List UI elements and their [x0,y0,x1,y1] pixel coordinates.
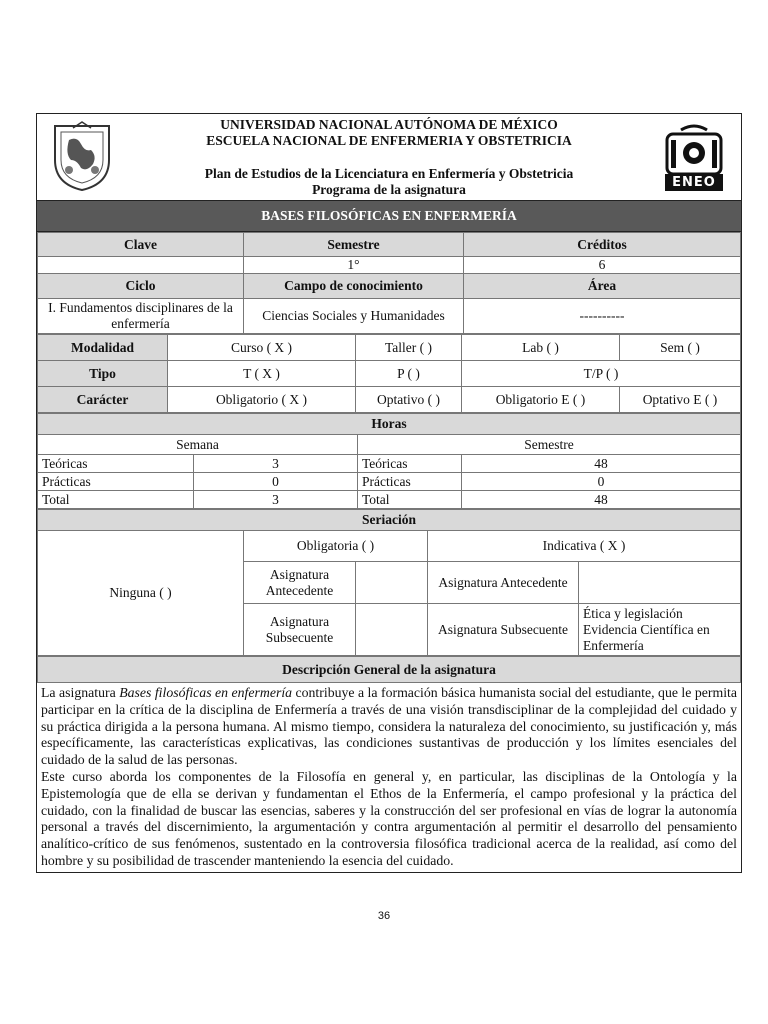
obl-subsecuente-value [356,604,428,656]
obl-subsecuente-label: Asignatura Subsecuente [244,604,356,656]
obl-antecedente-value [356,562,428,604]
general-info-table [37,232,741,334]
caracter-label: Carácter [38,387,168,413]
ind-subsecuente-value [579,604,741,656]
program-document [36,113,742,873]
caracter-obligatorio: Obligatorio ( X ) [168,387,356,413]
hours-row-label: Teóricas [358,455,462,473]
tipo-t: T ( X ) [168,361,356,387]
hours-semestre-value: 48 [462,491,741,509]
caracter-optativo: Optativo ( ) [356,387,462,413]
caracter-optativo-e: Optativo E ( ) [620,387,741,413]
description-course-name: Bases filosóficas en enfermería [119,685,293,700]
description-paragraph: Este curso aborda los componentes de la Filosofía en general y, en particular, las disciplinas de la Ontología y la Epistemología que de ella se derivan y fundamentan el Ethos de la Enfermería, el campo profesional y la práctica del cuidado, con la finalidad de buscar las esencias, saberes y la construcción del ser profesional en vías de lograr la autonomía personal a través del discernimiento, la argumentación y contra argumentación al permitir el desarrollo del pensamiento analítico-crítico de sus fenómenos, sustentado en la controversia filosófica tradicional acerca de la realidad, así como del hombre y su posibilidad de trascender manteniendo la esencia del cuidado. [41,768,737,868]
area-label: Área [464,274,741,299]
description-paragraph [41,685,737,769]
seriacion-indicativa: Indicativa ( X ) [428,531,741,562]
descripcion-label: Descripción General de la asignatura [38,657,741,683]
modalidad-label: Modalidad [38,335,168,361]
table-row [38,455,741,473]
page-number: 36 [377,910,391,922]
clave-label: Clave [38,233,244,257]
seriation-table [37,509,741,656]
campo-value: Ciencias Sociales y Humanidades [244,299,464,334]
hours-row-label: Prácticas [38,473,194,491]
area-value: ---------- [464,299,741,334]
seriacion-obligatoria: Obligatoria ( ) [244,531,428,562]
creditos-label: Créditos [464,233,741,257]
eneo-logo [661,122,727,192]
ciclo-value: I. Fundamentos disciplinares de la enfermería [38,299,244,334]
hours-row-label: Total [358,491,462,509]
semestre-value: 1° [244,257,464,274]
description-table [37,656,741,683]
seriacion-ninguna: Ninguna ( ) [38,531,244,656]
tipo-label: Tipo [38,361,168,387]
description-text: La asignatura [41,685,120,700]
table-row [38,473,741,491]
study-plan-title: Plan de Estudios de la Licenciatura en Enfermería y Obstetricia [204,166,574,181]
clave-value [38,257,244,274]
hours-table [37,413,741,509]
modalidad-curso: Curso ( X ) [168,335,356,361]
eneo-logo-text: ENEO [672,175,716,190]
hours-semana-value: 0 [194,473,358,491]
modalidad-lab: Lab ( ) [462,335,620,361]
horas-label: Horas [38,414,741,435]
subsecuente-item: Evidencia Científica en Enfermería [583,621,710,653]
ind-antecedente-label: Asignatura Antecedente [428,562,579,604]
creditos-value: 6 [464,257,741,274]
hours-row-label: Teóricas [38,455,194,473]
hours-row-label: Total [38,491,194,509]
tipo-tp: T/P ( ) [462,361,741,387]
horas-semana-label: Semana [38,435,358,455]
hours-semestre-value: 48 [462,455,741,473]
hours-semana-value: 3 [194,491,358,509]
hours-semestre-value: 0 [462,473,741,491]
table-row [38,491,741,509]
modalidad-sem: Sem ( ) [620,335,741,361]
subsecuente-item: Ética y legislación [583,605,683,621]
campo-label: Campo de conocimiento [244,274,464,299]
modality-table [37,334,741,413]
ciclo-label: Ciclo [38,274,244,299]
tipo-p: P ( ) [356,361,462,387]
hours-semana-value: 3 [194,455,358,473]
subject-title: BASES FILOSÓFICAS EN ENFERMERÍA [37,201,741,232]
horas-semestre-label: Semestre [358,435,741,455]
document-header [37,114,741,201]
school-name: ESCUELA NACIONAL DE ENFERMERIA Y OBSTETRICIA [206,133,572,148]
seriacion-label: Seriación [38,510,741,531]
description-text: contribuye a la formación básica humanista social del estudiante, que le permita participar en la crítica de la disciplina de Enfermería a través de una visión transdisciplinar de la complejidad del cuidado y su práctica dirigida a la persona humana. Al mismo tiempo, considera la naturaleza del conocimiento, su justificación y, más específicamente, las características explicativas, las condiciones sustantivas de producción y los límites esenciales del cuidado de la salud de las personas. [41,685,737,768]
semestre-label: Semestre [244,233,464,257]
caracter-obligatorio-e: Obligatorio E ( ) [462,387,620,413]
program-subtitle: Programa de la asignatura [312,182,466,197]
description-body [37,683,741,872]
ind-subsecuente-label: Asignatura Subsecuente [428,604,579,656]
obl-antecedente-label: Asignatura Antecedente [244,562,356,604]
hours-row-label: Prácticas [358,473,462,491]
university-name: UNIVERSIDAD NACIONAL AUTÓNOMA DE MÉXICO [220,117,558,132]
ind-antecedente-value [579,562,741,604]
modalidad-taller: Taller ( ) [356,335,462,361]
